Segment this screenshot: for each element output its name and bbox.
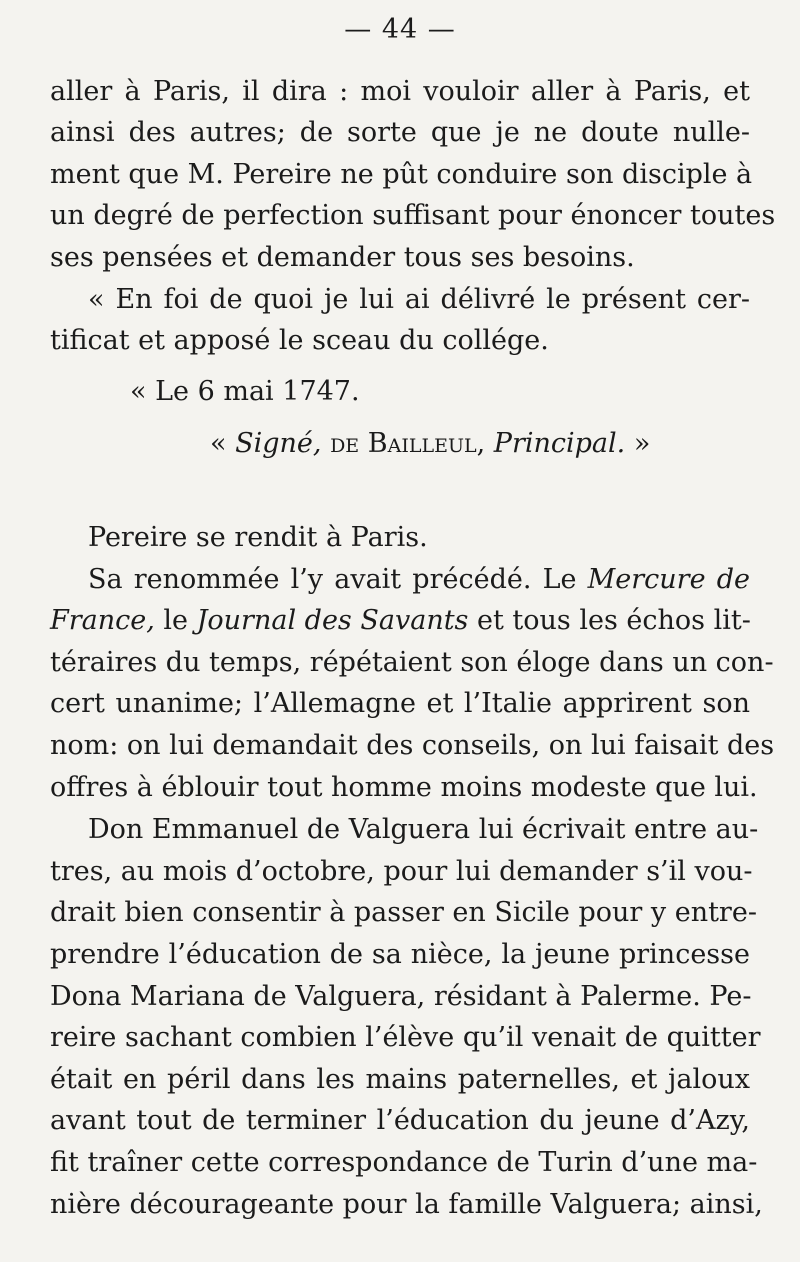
- paragraph-line: nom: on lui demandait des conseils, on lui faisait des: [50, 730, 775, 761]
- signature-particle: de: [330, 428, 360, 459]
- signature-close-quote: »: [625, 428, 651, 459]
- text-line: ment que M. Pereire ne pût conduire son disciple à: [50, 159, 753, 190]
- signature-title: Principal.: [493, 428, 626, 459]
- text-line: un degré de perfection suffisant pour énoncer toutes: [50, 200, 776, 231]
- paragraph-line: téraires du temps, répétaient son éloge dans un con-: [50, 647, 774, 678]
- text-line: aller à Paris, il dira : moi vouloir aller à Paris, et: [50, 76, 750, 107]
- signature-line: [210, 424, 750, 464]
- text-line: ainsi des autres; de sorte que je ne doute nulle-: [50, 117, 750, 148]
- paragraph-line: avant tout de terminer l’éducation du jeune d’Azy,: [50, 1105, 750, 1136]
- paragraph-line: Don Emmanuel de Valguera lui écrivait entre au-: [88, 814, 759, 845]
- signature-open-quote: «: [210, 428, 236, 459]
- text-line: « En foi de quoi je lui ai délivré le présent cer-: [88, 284, 750, 315]
- paragraph-line: offres à éblouir tout homme moins modeste que lui.: [50, 772, 758, 803]
- paragraph-line: était en péril dans les mains paternelles, et jaloux: [50, 1064, 750, 1095]
- journal-title: France,: [50, 605, 155, 636]
- text-line: tificat et apposé le sceau du collége.: [50, 325, 549, 356]
- text-segment: et tous les échos lit-: [468, 605, 751, 636]
- paragraph-line: drait bien consentir à passer en Sicile pour y entre-: [50, 897, 757, 928]
- paragraph-line: fit traîner cette correspondance de Turin d’une ma-: [50, 1147, 758, 1178]
- date-line: « Le 6 mai 1747.: [130, 376, 360, 407]
- paragraph-line: nière décourageante pour la famille Valguera; ainsi,: [50, 1189, 763, 1220]
- journal-title: Mercure de: [587, 564, 750, 595]
- text-segment: Sa renommée l’y avait précédé. Le: [88, 564, 588, 595]
- paragraph-line: [50, 601, 750, 641]
- paragraph-line: Pereire se rendit à Paris.: [88, 522, 428, 553]
- text-line: ses pensées et demander tous ses besoins.: [50, 242, 635, 273]
- paragraph-line: cert unanime; l’Allemagne et l’Italie apprirent son: [50, 688, 750, 719]
- signature-name: Bailleul: [367, 428, 477, 459]
- paragraph-line: Dona Mariana de Valguera, résidant à Palerme. Pe-: [50, 981, 752, 1012]
- journal-title: Journal des Savants: [196, 605, 469, 636]
- signature-comma: ,: [476, 428, 486, 459]
- paragraph-line: tres, au mois d’octobre, pour lui demander s’il vou-: [50, 856, 753, 887]
- signature-signed: Signé,: [235, 428, 322, 459]
- page-number: — 44 —: [344, 14, 456, 45]
- paragraph-line: prendre l’éducation de sa nièce, la jeune princesse: [50, 939, 750, 970]
- text-segment: le: [154, 605, 197, 636]
- paragraph-line: [88, 560, 750, 600]
- paragraph-line: reire sachant combien l’élève qu’il venait de quitter: [50, 1022, 761, 1053]
